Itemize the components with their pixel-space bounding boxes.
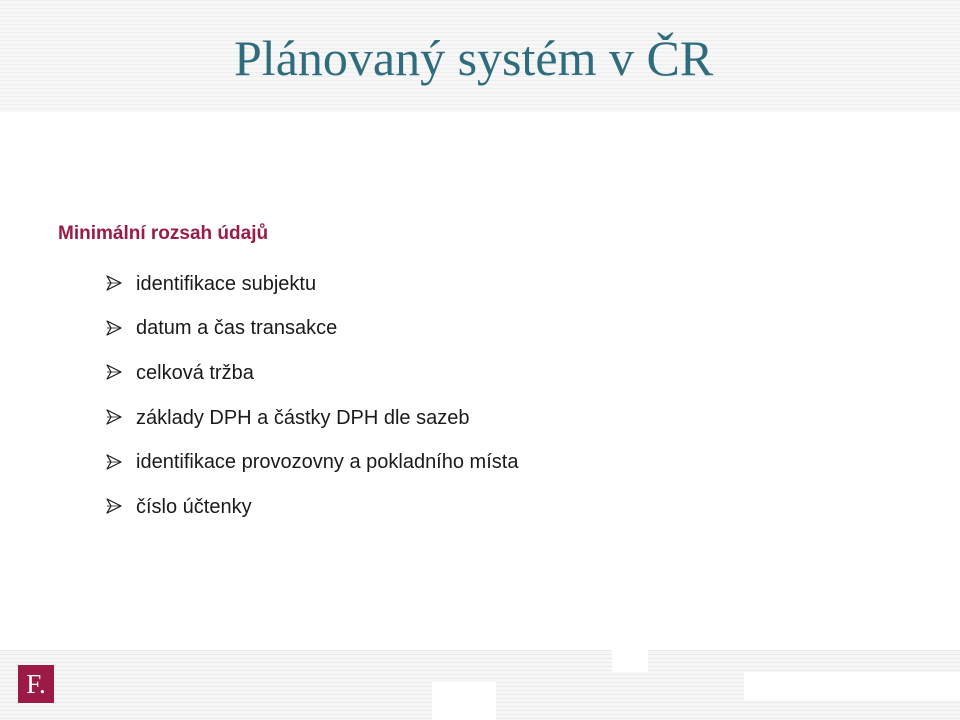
bullet-text: identifikace provozovny a pokladního místa bbox=[136, 451, 519, 474]
list-item bbox=[106, 307, 518, 352]
bullet-list bbox=[106, 262, 518, 530]
arrowhead-bullet-icon bbox=[106, 409, 122, 425]
bullet-text: číslo účtenky bbox=[136, 495, 252, 518]
arrowhead-bullet-icon bbox=[106, 275, 122, 291]
bullet-text: celková tržba bbox=[136, 361, 254, 384]
footer-decor-block bbox=[744, 672, 960, 700]
bullet-text: základy DPH a částky DPH dle sazeb bbox=[136, 406, 470, 429]
list-item bbox=[106, 396, 518, 441]
list-item bbox=[106, 440, 518, 485]
arrowhead-bullet-icon bbox=[106, 454, 122, 470]
arrowhead-bullet-icon bbox=[106, 498, 122, 514]
list-item bbox=[106, 351, 518, 396]
slide-title: Plánovaný systém v ČR bbox=[234, 30, 714, 86]
bullet-text: identifikace subjektu bbox=[136, 272, 317, 295]
section-heading: Minimální rozsah údajů bbox=[58, 223, 269, 244]
arrowhead-bullet-icon bbox=[106, 320, 122, 336]
bullet-text: datum a čas transakce bbox=[136, 317, 338, 340]
list-item bbox=[106, 262, 518, 307]
logo bbox=[18, 665, 54, 703]
list-item bbox=[106, 485, 518, 530]
arrowhead-bullet-icon bbox=[106, 364, 122, 380]
footer-decor-block bbox=[612, 650, 648, 672]
logo-text: F. bbox=[26, 668, 46, 699]
footer-decor-block bbox=[432, 682, 496, 720]
